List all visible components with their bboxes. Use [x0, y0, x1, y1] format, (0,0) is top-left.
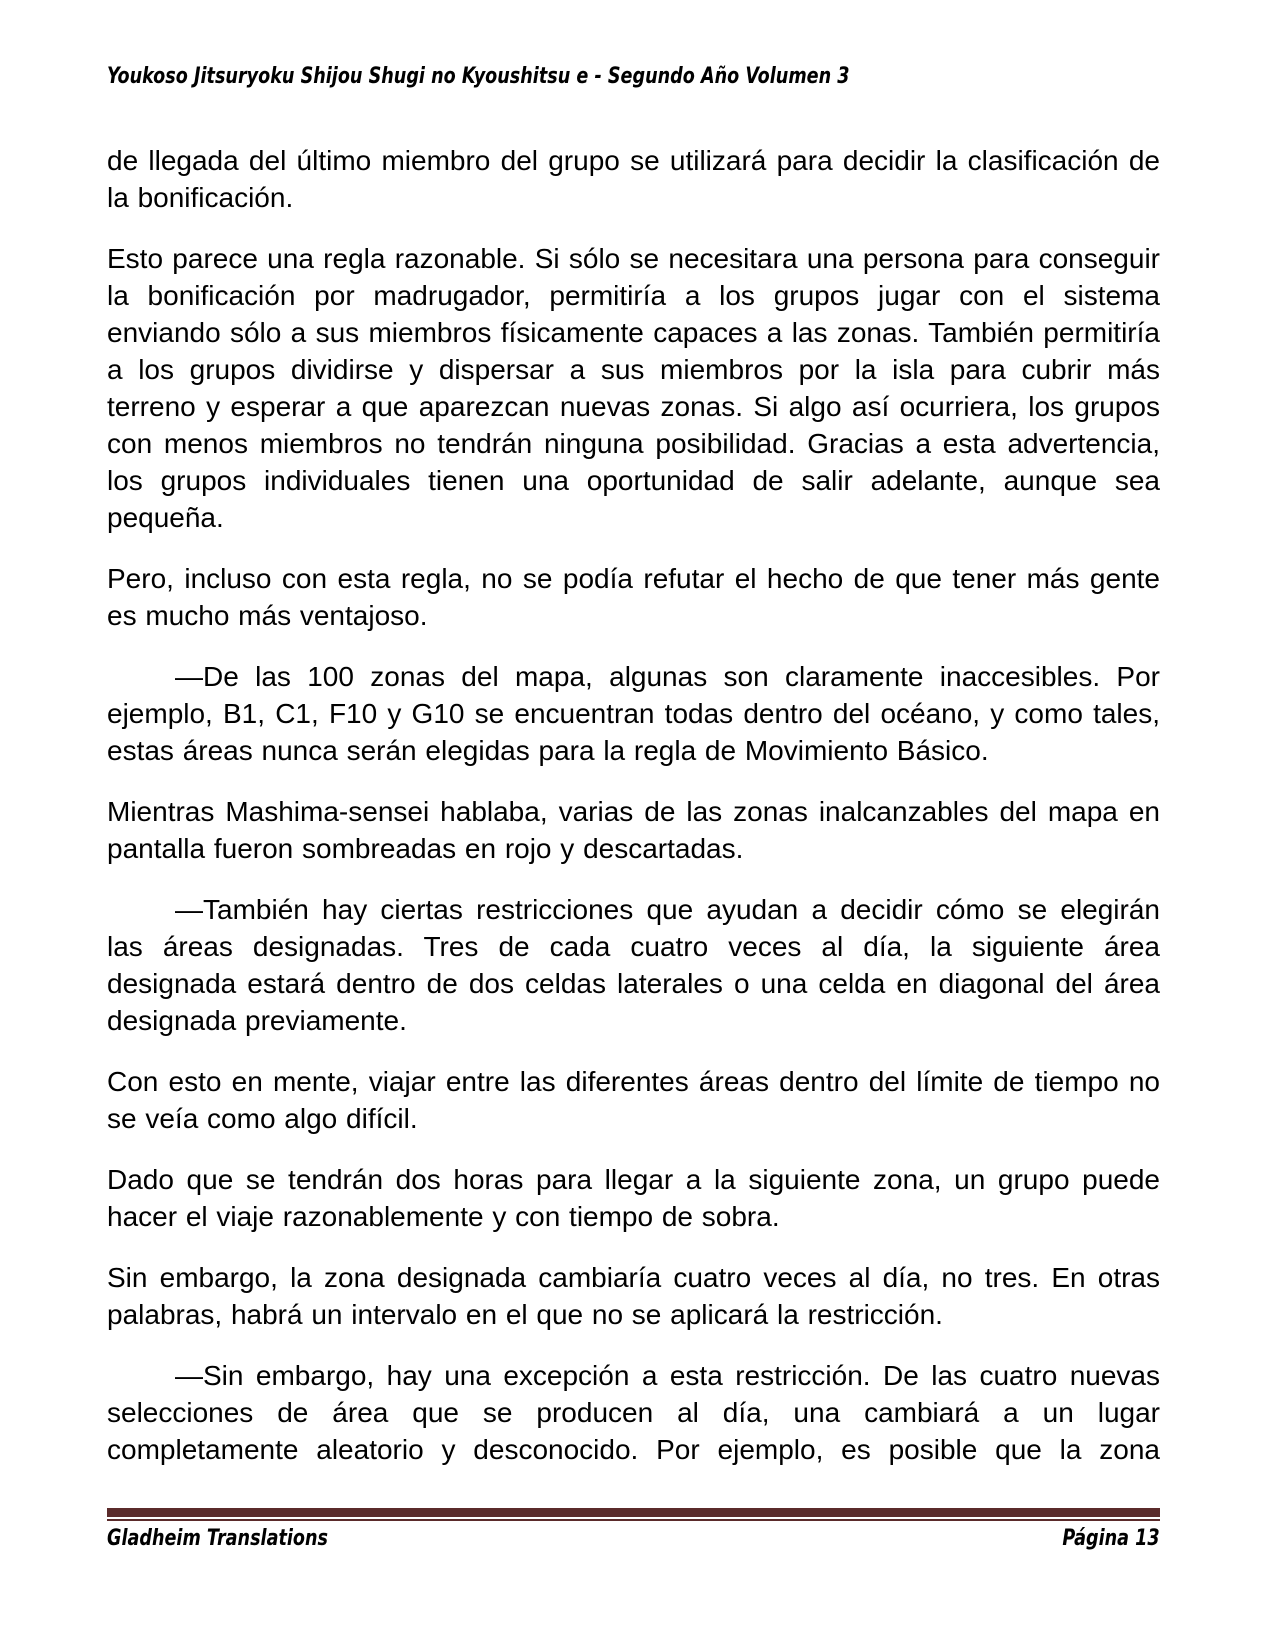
- page-header: [107, 64, 1160, 89]
- paragraph: —Sin embargo, hay una excepción a esta restricción. De las cuatro nuevas selecciones de área que se producen al día, una cambiará a un lugar completamente aleatorio y desconocido. Por ejemplo, es posible que la zona: [107, 1360, 1160, 1465]
- paragraph: Dado que se tendrán dos horas para llegar a la siguiente zona, un grupo puede hacer el viaje razonablemente y con tiempo de sobra.: [107, 1164, 1160, 1232]
- paragraph: Sin embargo, la zona designada cambiaría cuatro veces al día, no tres. En otras palabras, habrá un intervalo en el que no se aplicará la restricción.: [107, 1262, 1160, 1330]
- footer-rule: [107, 1508, 1160, 1521]
- document-body: [107, 142, 1160, 1492]
- paragraph: Con esto en mente, viajar entre las diferentes áreas dentro del límite de tiempo no se veía como algo difícil.: [107, 1066, 1160, 1134]
- paragraph: Esto parece una regla razonable. Si sólo se necesitara una persona para conseguir la bonificación por madrugador, permitiría a los grupos jugar con el sistema enviando sólo a sus miembros físicamente capaces a las zonas. También permitiría a los grupos dividirse y dispersar a sus miembros por la isla para cubrir más terreno y esperar a que aparezcan nuevas zonas. Si algo así ocurriera, los grupos con menos miembros no tendrán ninguna posibilidad. Gracias a esta advertencia, los grupos individuales tienen una oportunidad de salir adelante, aunque sea pequeña.: [107, 243, 1160, 533]
- paragraph: —De las 100 zonas del mapa, algunas son claramente inaccesibles. Por ejemplo, B1, C1, F10 y G10 se encuentran todas dentro del océano, y como tales, estas áreas nunca serán elegidas para la regla de Movimiento Básico.: [107, 661, 1160, 766]
- paragraph: Pero, incluso con esta regla, no se podía refutar el hecho de que tener más gente es mucho más ventajoso.: [107, 563, 1160, 631]
- paragraph: de llegada del último miembro del grupo se utilizará para decidir la clasificación de la bonificación.: [107, 145, 1160, 213]
- paragraph: —También hay ciertas restricciones que ayudan a decidir cómo se elegirán las áreas designadas. Tres de cada cuatro veces al día, la siguiente área designada estará dentro de dos celdas laterales o una celda en diagonal del área designada previamente.: [107, 894, 1160, 1036]
- page-footer: [107, 1526, 1160, 1551]
- footer-translator: Gladheim Translations: [107, 1526, 329, 1551]
- header-title: Youkoso Jitsuryoku Shijou Shugi no Kyoushitsu e - Segundo Año Volumen 3: [107, 64, 850, 89]
- footer-page-number: Página 13: [1062, 1526, 1160, 1551]
- paragraph: Mientras Mashima-sensei hablaba, varias de las zonas inalcanzables del mapa en pantalla fueron sombreadas en rojo y descartadas.: [107, 796, 1160, 864]
